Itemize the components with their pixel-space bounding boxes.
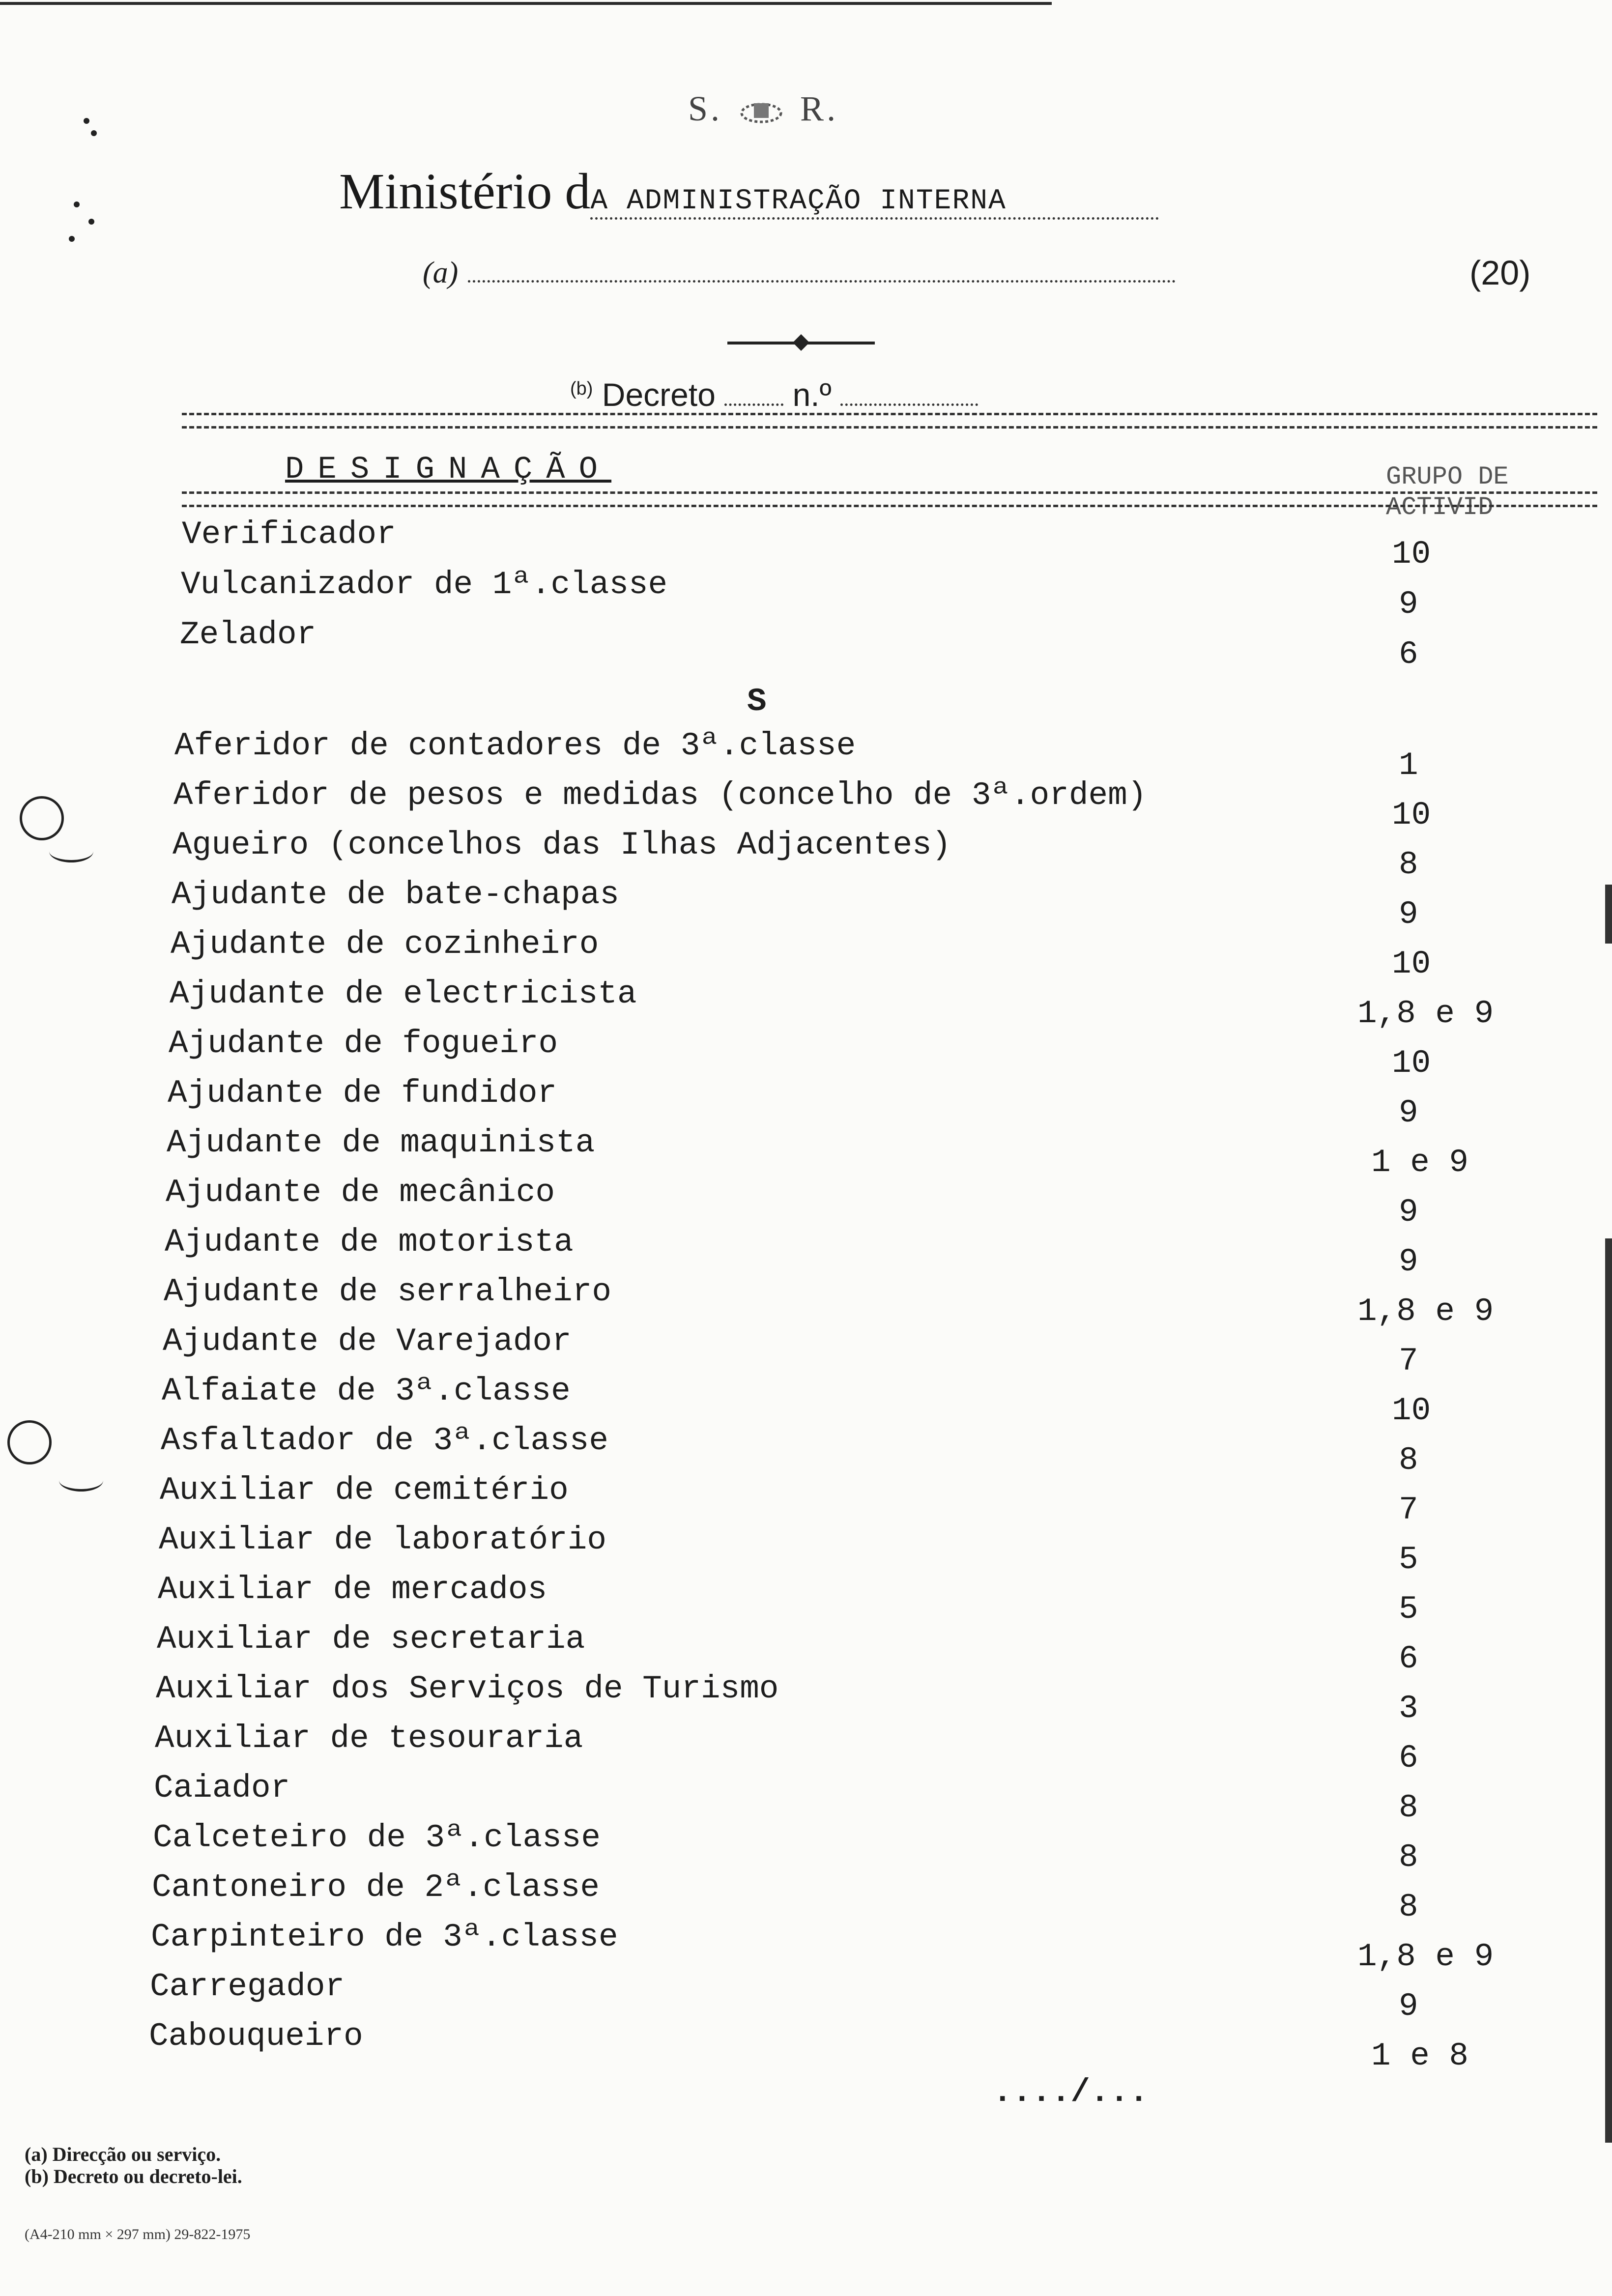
table-row-designation: Ajudante de Varejador <box>163 1323 572 1360</box>
separator-ornament <box>727 342 875 344</box>
punch-hole-arc <box>59 1469 103 1492</box>
table-row-group: 1 e 9 <box>1371 1144 1469 1181</box>
table-row-designation: Auxiliar de cemitério <box>160 1472 569 1509</box>
footnote-a: (a) Direcção ou serviço. <box>25 2143 221 2165</box>
table-row-group: 6 <box>1399 1740 1418 1777</box>
table-row-designation: Verificador <box>182 516 396 553</box>
column-header-grupo-line2: ACTIVID <box>1386 493 1494 522</box>
table-row-group: 1,8 e 9 <box>1357 1293 1494 1330</box>
table-row-group: 10 <box>1392 946 1431 982</box>
table-row-designation: Cantoneiro de 2ª.classe <box>152 1869 600 1906</box>
table-row-group: 8 <box>1399 1442 1418 1479</box>
direction-marker: (a) <box>423 256 459 289</box>
sr-left: S. <box>688 89 723 128</box>
table-row-designation: Agueiro (concelhos das Ilhas Adjacentes) <box>173 827 951 863</box>
table-row-group: 1 e 8 <box>1371 2038 1469 2074</box>
table-row-designation: Ajudante de cozinheiro <box>171 926 599 963</box>
table-row-group: 10 <box>1392 1392 1431 1429</box>
scan-speck <box>88 219 94 225</box>
table-row-designation: Carpinteiro de 3ª.classe <box>151 1919 618 1955</box>
continuation-mark: ..../... <box>993 2074 1149 2111</box>
scan-edge-mark <box>1605 885 1612 944</box>
table-row-designation: Ajudante de fogueiro <box>169 1025 558 1062</box>
table-row-group: 1,8 e 9 <box>1357 1938 1494 1975</box>
table-row-designation: Ajudante de serralheiro <box>164 1273 611 1310</box>
table-row-group: 9 <box>1399 1194 1418 1231</box>
scan-speck <box>74 201 80 207</box>
column-header-designacao: DESIGNAÇÃO <box>285 452 612 488</box>
table-row-group: 6 <box>1399 636 1418 673</box>
punch-hole <box>7 1420 52 1464</box>
double-rule <box>182 413 1597 429</box>
table-row-group: 8 <box>1399 1839 1418 1876</box>
table-row-group: 10 <box>1392 1045 1431 1082</box>
table-row-designation: Aferidor de contadores de 3ª.classe <box>174 727 856 764</box>
table-row-group: 10 <box>1392 536 1431 573</box>
scan-speck <box>69 236 75 242</box>
table-row-group: 8 <box>1399 846 1418 883</box>
decreto-marker: (b) <box>570 378 593 399</box>
decreto-line <box>570 376 978 413</box>
direction-line <box>423 256 1176 290</box>
ministry-title <box>339 162 1159 221</box>
section-letter: S <box>747 683 767 720</box>
decreto-number-label: n.º <box>792 376 832 413</box>
table-row-designation: Zelador <box>180 616 317 653</box>
table-row-designation: Caiador <box>154 1770 290 1807</box>
decreto-number-blank <box>840 403 978 406</box>
table-row-designation: Auxiliar de secretaria <box>157 1621 585 1658</box>
table-row-designation: Auxiliar dos Serviços de Turismo <box>156 1670 779 1707</box>
table-row-designation: Calceteiro de 3ª.classe <box>153 1819 601 1856</box>
table-row-designation: Aferidor de pesos e medidas (concelho de 3ª.ordem) <box>173 777 1147 814</box>
table-row-group: 7 <box>1399 1343 1418 1379</box>
table-row-group: 5 <box>1399 1591 1418 1628</box>
table-row-group: 9 <box>1399 896 1418 933</box>
table-row-group: 8 <box>1399 1889 1418 1925</box>
scan-speck <box>91 130 97 136</box>
table-row-designation: Auxiliar de laboratório <box>159 1521 606 1558</box>
table-row-group: 1 <box>1399 747 1418 784</box>
table-row-group: 6 <box>1399 1640 1418 1677</box>
table-row-designation: Auxiliar de mercados <box>158 1571 547 1608</box>
double-rule <box>182 491 1597 507</box>
decreto-label: Decreto <box>602 376 716 413</box>
table-row-designation: Ajudante de bate-chapas <box>172 876 619 913</box>
scan-speck <box>84 118 89 124</box>
table-row-group: 10 <box>1392 797 1431 833</box>
table-row-designation: Carregador <box>150 1968 345 2005</box>
decreto-blank <box>724 403 783 406</box>
sr-right: R. <box>800 89 839 128</box>
page-number: (20) <box>1469 254 1531 292</box>
letterhead-sr <box>688 88 838 129</box>
table-row-group: 9 <box>1399 1094 1418 1131</box>
ministry-name: A ADMINISTRAÇÃO INTERNA <box>590 185 1159 220</box>
table-row-group: 3 <box>1399 1690 1418 1727</box>
scan-edge-mark <box>1605 1238 1612 2143</box>
coat-of-arms-icon <box>734 97 788 127</box>
table-row-designation: Auxiliar de tesouraria <box>155 1720 583 1757</box>
table-row-group: 9 <box>1399 586 1418 623</box>
table-row-designation: Ajudante de fundidor <box>168 1075 557 1112</box>
table-row-group: 7 <box>1399 1492 1418 1528</box>
table-row-designation: Ajudante de maquinista <box>167 1124 595 1161</box>
table-row-group: 5 <box>1399 1541 1418 1578</box>
table-row-designation: Ajudante de electricista <box>170 976 637 1012</box>
table-row-designation: Cabouqueiro <box>149 2018 363 2055</box>
table-row-designation: Vulcanizador de 1ª.classe <box>181 566 668 603</box>
table-row-group: 8 <box>1399 1789 1418 1826</box>
punch-hole <box>20 796 64 840</box>
table-row-designation: Ajudante de motorista <box>165 1224 574 1261</box>
table-row-designation: Alfaiate de 3ª.classe <box>162 1373 571 1409</box>
footnote-b: (b) Decreto ou decreto-lei. <box>25 2165 242 2187</box>
ministry-prefix: Ministério d <box>339 163 591 220</box>
direction-blank <box>468 280 1176 283</box>
table-row-designation: Ajudante de mecânico <box>166 1174 555 1211</box>
top-edge-line <box>0 2 1052 5</box>
table-row-designation: Asfaltador de 3ª.classe <box>161 1422 608 1459</box>
table-row-group: 1,8 e 9 <box>1357 995 1494 1032</box>
punch-hole-arc <box>49 840 93 862</box>
table-row-group: 9 <box>1399 1988 1418 2025</box>
form-code: (A4-210 mm × 297 mm) 29-822-1975 <box>25 2226 251 2242</box>
column-header-grupo-line1: GRUPO DE <box>1386 462 1509 491</box>
table-row-group: 9 <box>1399 1243 1418 1280</box>
